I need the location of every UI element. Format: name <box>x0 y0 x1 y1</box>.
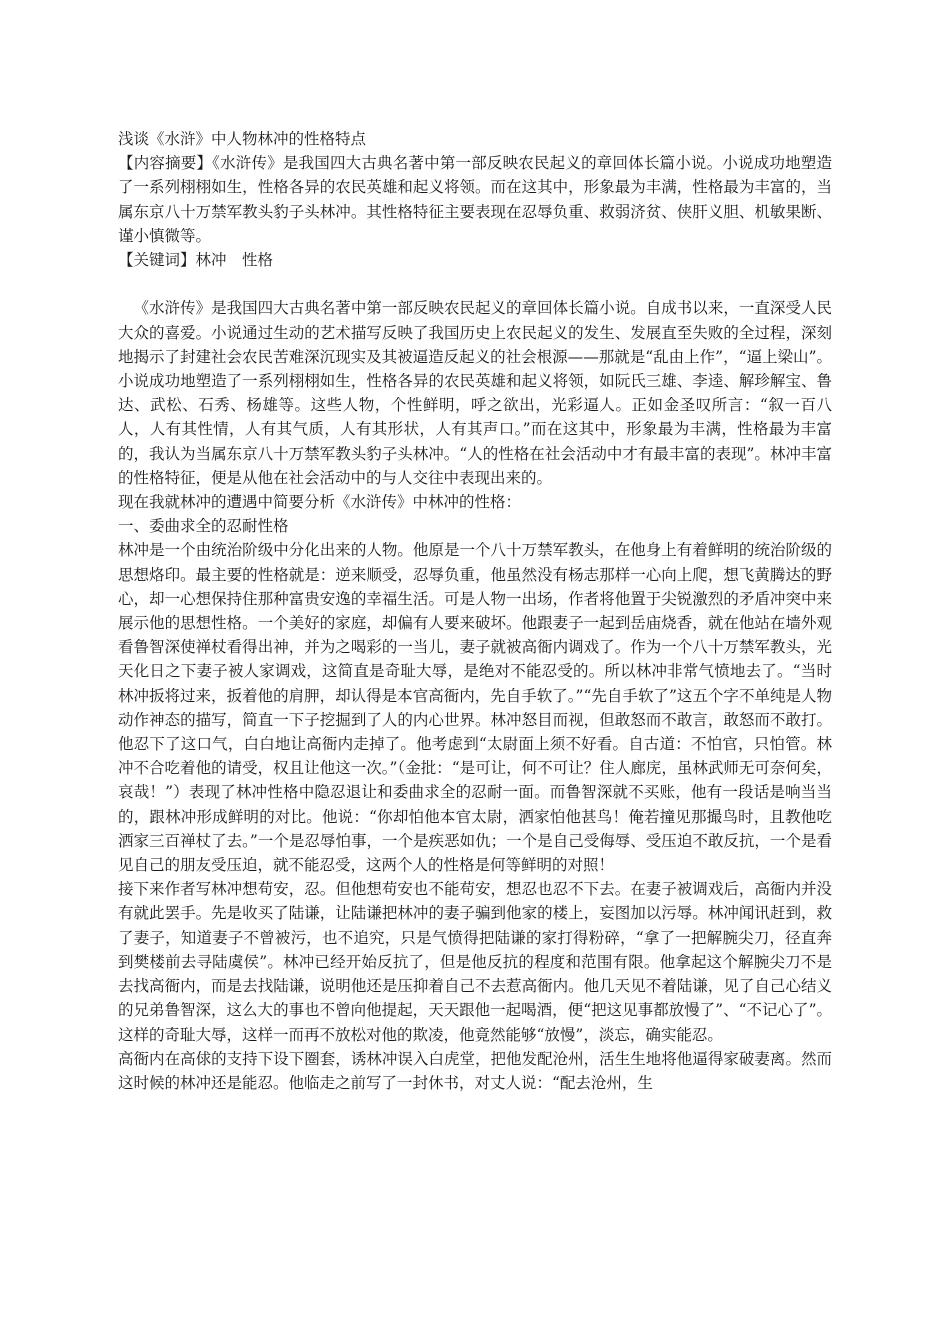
paragraph-outline: 现在我就林冲的遭遇中简要分析《水浒传》中林冲的性格： <box>118 493 522 512</box>
paragraph: 林冲是一个由统治阶级中分化出来的人物。他原是一个八十万禁军教头，在他身上有着鲜明的统治阶级的思想烙印。最主要的性格就是：逆来顺受，忍辱负重，他虽然没有杨志那样一心向上爬，想飞黄腾达的野心，却一心想保持住那种富贵安逸的幸福生活。可是人物一出场，作者将他置于尖锐激烈的矛盾冲突中来展示他的思想性格。一个美好的家庭，却偏有人要来破坏。他跟妻子一起到岳庙烧香，就在他站在墙外观看鲁智深使禅杖看得出神，并为之喝彩的一当儿，妻子就被高衙内调戏了。作为一个八十万禁军教头，光天化日之下妻子被人家调戏，这简直是奇耻大辱，是绝对不能忍受的。所以林冲非常气愤地去了。“当时林冲扳将过来，扳着他的肩胛，却认得是本官高衙内，先自手软了。”“先自手软了”这五个字不单纯是人物动作神态的描写，简直一下子挖掘到了人的内心世界。林冲怒目而视，但敢怒而不敢言，敢怒而不敢打。他忍下了这口气，白白地让高衙内走掉了。他考虑到“太尉面上须不好看。自古道：不怕官，只怕管。林冲不合吃着他的请受，权且让他这一次。”（金批：“是可让，何不可让？住人廊庑，虽林武师无可奈何矣，哀哉！”）表现了林冲性格中隐忍退让和委曲求全的忍耐一面。而鲁智深就不买账，他有一段话是响当当的，跟林冲形成鲜明的对比。他说：“你却怕他本官太尉，洒家怕他甚鸟！俺若撞见那撮鸟时，且教他吃洒家三百禅杖了去。”一个是忍辱怕事，一个是疾恶如仇；一个是自己受侮辱、受压迫不敢反抗，一个是看见自己的朋友受压迫，就不能忍受，这两个人的性格是何等鲜明的对照！ <box>118 541 832 875</box>
document-page <box>118 127 832 1095</box>
document-title: 浅谈《水浒》中人物林冲的性格特点 <box>118 130 367 148</box>
keywords: 【关键词】林冲 性格 <box>118 251 274 270</box>
section-heading: 一、委曲求全的忍耐性格 <box>118 517 289 536</box>
abstract: 【内容摘要】《水浒传》是我国四大古典名著中第一部反映农民起义的章回体长篇小说。小说成功地塑造了一系列栩栩如生，性格各异的农民英雄和起义将领。而在这其中，形象最为丰满，性格最为丰富的，当属东京八十万禁军教头豹子头林冲。其性格特征主要表现在忍辱负重、救弱济贫、侠肝义胆、机敏果断、谨小慎微等。 <box>118 154 832 245</box>
paragraph: 接下来作者写林冲想苟安，忍。但他想苟安也不能苟安，想忍也忍不下去。在妻子被调戏后，高衙内并没有就此罢手。先是收买了陆谦，让陆谦把林冲的妻子骗到他家的楼上，妄图加以污辱。林冲闻讯赶到，救了妻子，知道妻子不曾被污，也不追究，只是气愤得把陆谦的家打得粉碎，“拿了一把解腕尖刀，径直奔到樊楼前去寻陆虞侯”。林冲已经开始反抗了，但是他反抗的程度和范围有限。他拿起这个解腕尖刀不是去找高衙内，而是去找陆谦，说明他还是压抑着自己不去惹高衙内。他几天见不着陆谦，见了自己心结义的兄弟鲁智深，这么大的事也不曾向他提起，天天跟他一起喝酒，便“把这见事都放慢了”、“不记心了”。这样的奇耻大辱，这样一而再不放松对他的欺凌，他竟然能够“放慢”，淡忘，确实能忍。 <box>118 880 832 1044</box>
intro-paragraph: 《水浒传》是我国四大古典名著中第一部反映农民起义的章回体长篇小说。自成书以来，一直深受人民大众的喜爱。小说通过生动的艺术描写反映了我国历史上农民起义的发生、发展直至失败的全过程，深刻地揭示了封建社会农民苦难深沉现实及其被逼造反起义的社会根源——那就是“乱由上作”，“逼上梁山”。小说成功地塑造了一系列栩栩如生，性格各异的农民英雄和起义将领，如阮氏三雄、李逵、解珍解宝、鲁达、武松、石秀、杨雄等。这些人物，个性鲜明，呼之欲出，光彩逼人。正如金圣叹所言：“叙一百八人，人有其性情，人有其气质，人有其形状，人有其声口。”而在这其中，形象最为丰满，性格最为丰富的，我认为当属东京八十万禁军教头豹子头林冲。“人的性格在社会活动中才有最丰富的表现”。林冲丰富的性格特征，便是从他在社会活动中的与人交往中表现出来的。 <box>118 299 832 487</box>
blank-line <box>118 272 832 296</box>
paragraph: 高衙内在高俅的支持下设下圈套，诱林冲误入白虎堂，把他发配沧州，活生生地将他逼得家破妻离。然而这时候的林冲还是能忍。他临走之前写了一封休书，对丈人说：“配去沧州，生 <box>118 1049 832 1092</box>
